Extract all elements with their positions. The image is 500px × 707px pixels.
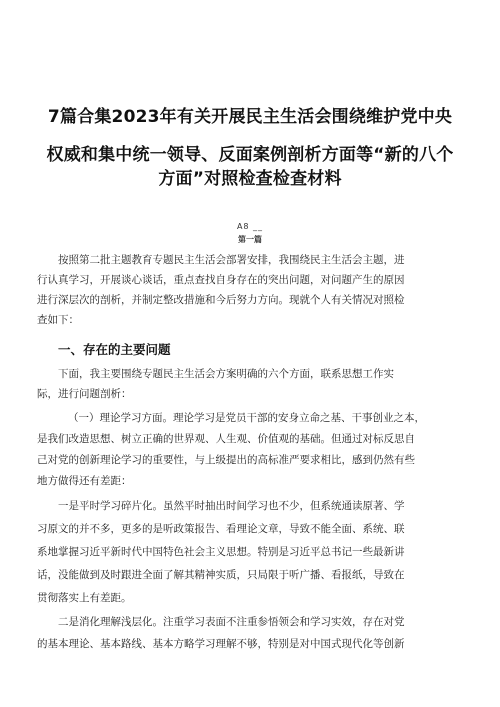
para3-line-1: （一）理论学习方面。理论学习是党员干部的安身立命之基、干事创业之本， [68,412,425,424]
para2-line-1: 下面，我主要围绕专题民主生活会方案明确的六个方面，联系思想工作实 [58,368,394,380]
para3-line-2: 是我们改造思想、树立正确的世界观、人生观、价值观的基础。但通过对标反思自 [37,433,415,445]
section-marker: 第一篇 [238,235,262,244]
para5-line-1: 二是消化理解浅层化。注重学习表面不注重参悟领会和学习实效，存在对党 [58,616,405,628]
section-mark-small: A8 __ [236,222,264,231]
para5-line-2: 的基本理论、基本路线、基本方略学习理解不够，特别是对中国式现代化等创新 [37,638,405,650]
intro-line-3: 进行深层次的剖析，并制定整改措施和今后努力方向。现就个人有关情况对照检 [37,294,405,306]
section-heading: 一、存在的主要问题 [58,342,171,357]
para4-line-2: 习原文的并不多，更多的是听政策报告、看理论文章，导致不能全面、系统、联 [37,523,405,535]
document-title-line-3: 方面”对照检查检查材料 [158,169,342,189]
para2-line-2: 际，进行问题剖析： [37,388,132,400]
document-title-line-2: 权威和集中统一领导、反面案例剖析方面等“新的八个 [46,145,454,165]
intro-line-1: 按照第二批主题教育专题民主生活会部署安排，我围绕民主生活会主题，进 [58,254,405,266]
para4-line-5: 贯彻落实上有差距。 [37,592,132,604]
para3-line-3: 己对党的创新理论学习的重要性，与上级提出的高标准严要求相比，感到仍然有些 [37,454,415,466]
para4-line-3: 系地掌握习近平新时代中国特色社会主义思想。特别是习近平总书记一些最新讲 [37,546,405,558]
intro-line-2: 行认真学习，开展谈心谈话，重点查找自身存在的突出问题，对问题产生的原因 [37,274,405,286]
para4-line-1: 一是平时学习碎片化。虽然平时抽出时间学习也不少，但系统通读原著、学 [58,500,405,512]
document-title-line-1: 7篇合集2023年有关开展民主生活会围绕维护党中央 [47,107,453,127]
intro-line-4: 查如下： [37,314,79,326]
para3-line-4: 地方做得还有差距： [37,475,132,487]
para4-line-4: 话，没能做到及时跟进全面了解其精神实质，只局限于听广播、看报纸，导致在 [37,569,405,581]
